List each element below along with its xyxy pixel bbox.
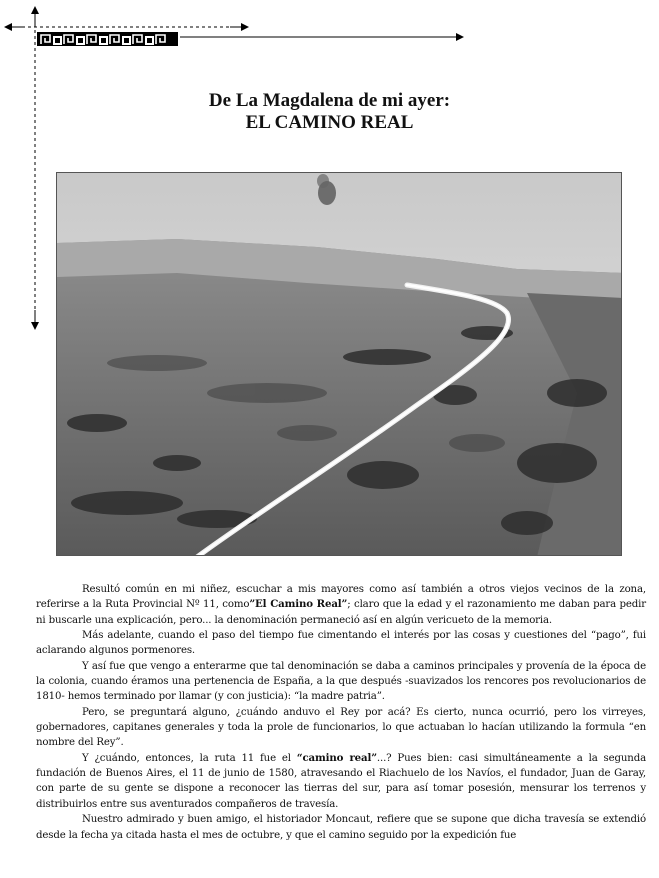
paragraph-4: [36, 705, 646, 751]
paragraph-5: [36, 751, 646, 812]
paragraph-1: [36, 582, 646, 628]
title-line-2: EL CAMINO REAL: [245, 112, 414, 133]
paragraph-2: [36, 628, 646, 659]
paragraph-text: Y ¿cuándo, entonces, la ruta 11 fue el: [82, 752, 291, 764]
greek-key-border-icon: [37, 32, 178, 46]
paragraph-text: Pero, se preguntará alguno, ¿cuándo anduvo el Rey por acá? Es cierto, nunca ocurrió, pero los virreyes, gobernadores, capitanes generales y toda la prole de funcionarios, lo que actuaban lo hacían utilizando la formula “en nombre del Rey”.: [36, 706, 646, 749]
paragraph-3: [36, 659, 646, 705]
article-title: [0, 90, 659, 134]
emphasis-text: “camino real”: [296, 751, 377, 764]
paragraph-6: [36, 812, 646, 843]
paragraph-text: Nuestro admirado y buen amigo, el historiador Moncaut, refiere que se supone que dicha travesía se extendió desde la fecha ya citada hasta el mes de octubre, y que el camino seguido por la expedición fue: [36, 814, 646, 841]
article-body: [36, 582, 646, 843]
aerial-road-landscape-photo: [57, 173, 622, 556]
title-line-1: De La Magdalena de mi ayer:: [208, 90, 451, 111]
paragraph-text: Más adelante, cuando el paso del tiempo fue cimentando el interés por las cosas y cuestiones del “pago”, fui aclarando algunos pormenores.: [36, 630, 646, 657]
paragraph-text: Y así fue que vengo a enterarme que tal denominación se daba a caminos principales y provenía de la época de la colonia, cuando éramos una pertenencia de España, a la que después -suavizados los rencores pos revolucionarios de 1810- hemos terminado por llamar (y con justicia): “la madre patria”.: [36, 660, 646, 703]
aerial-road-photo: [56, 172, 622, 556]
paragraph-text: Resultó común en mi niñez, escuchar a mis mayores como así también a otros viejos vecinos de la zona, referirse a la Ruta Provincial Nº 11, como: [36, 584, 646, 611]
paragraph-text: ; claro que la edad y el razonamiento me daban para pedir ni buscarle una explicación, pero... la denominación permaneció así en algún vericueto de la memoria.: [36, 599, 647, 626]
paragraph-text: ...? Pues bien: casi simultáneamente a la segunda fundación de Buenos Aires, el 11 de junio de 1580, atravesando el Riachuelo de los Navíos, el fundador, Juan de Garay, con parte de su gente se dispone a reconocer las tierras del sur, para así tomar posesión, mensurar los terrenos y distribuirlos entre sus aventurados compañeros de travesía.: [36, 752, 646, 810]
emphasis-text: ”El Camino Real”: [249, 598, 348, 611]
horizontal-arrow-icon: [8, 27, 460, 37]
